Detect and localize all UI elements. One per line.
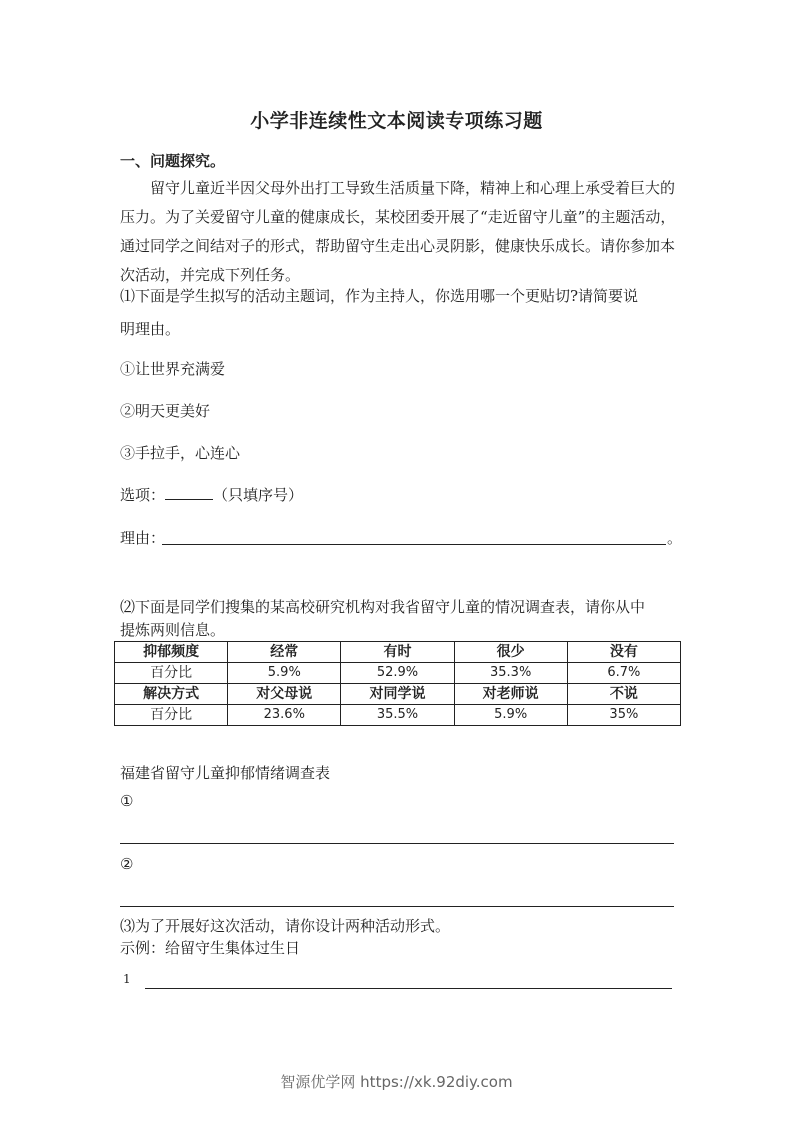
- reason-blank[interactable]: [162, 544, 666, 545]
- table-caption: 福建省留守儿童抑郁情绪调查表: [120, 764, 331, 782]
- footer-watermark: 智源优学网 https://xk.92diy.com: [280, 1073, 513, 1091]
- table-cell: 对同学说: [341, 684, 454, 705]
- answer-2-marker: ②: [120, 855, 134, 873]
- question-3-example: 示例：给留守生集体过生日: [120, 939, 301, 957]
- table-cell: 百分比: [115, 705, 228, 726]
- table-cell: 抑郁频度: [115, 642, 228, 663]
- table-cell: 5.9%: [454, 705, 567, 726]
- table-row: [115, 684, 681, 705]
- activity-1-blank[interactable]: [145, 988, 672, 989]
- answer-1-marker: ①: [120, 792, 134, 810]
- table-cell: 对老师说: [454, 684, 567, 705]
- table-cell: 不说: [567, 684, 680, 705]
- table-cell: 没有: [567, 642, 680, 663]
- table-row: [115, 663, 681, 684]
- choice-row: [120, 484, 303, 505]
- table-row: [115, 705, 681, 726]
- question-2-text-cont: 提炼两则信息。: [120, 621, 226, 639]
- answer-2-blank[interactable]: [120, 906, 674, 907]
- table-cell: 5.9%: [228, 663, 341, 684]
- table-cell: 百分比: [115, 663, 228, 684]
- intro-paragraph: 留守儿童近半因父母外出打工导致生活质量下降，精神上和心理上承受着巨大的压力。为了关爱留守儿童的健康成长，某校团委开展了“走近留守儿童”的主题活动，通过同学之间结对子的形式，帮助留守生走出心灵阴影，健康快乐成长。请你参加本次活动，并完成下列任务。: [120, 179, 676, 284]
- section-heading: 一、问题探究。: [120, 152, 226, 170]
- table-cell: 23.6%: [228, 705, 341, 726]
- option-2: ②明天更美好: [120, 402, 211, 420]
- question-1-text: ⑴下面是学生拟写的活动主题词，作为主持人，你选用哪一个更贴切?请简要说: [120, 287, 639, 305]
- choice-note: （只填序号）: [213, 486, 304, 504]
- table-cell: 35.5%: [341, 705, 454, 726]
- table-cell: 52.9%: [341, 663, 454, 684]
- survey-table: [114, 641, 681, 726]
- table-cell: 35.3%: [454, 663, 567, 684]
- question-1-text-cont: 明理由。: [120, 320, 181, 338]
- answer-1-blank[interactable]: [120, 843, 674, 844]
- activity-1-marker: 1: [123, 972, 131, 986]
- choice-label: 选项：: [120, 486, 166, 504]
- table-cell: 对父母说: [228, 684, 341, 705]
- page-title: 小学非连续性文本阅读专项练习题: [250, 110, 543, 132]
- choice-blank[interactable]: [165, 499, 213, 500]
- table-row: [115, 642, 681, 663]
- table-cell: 35%: [567, 705, 680, 726]
- table-cell: 很少: [454, 642, 567, 663]
- question-2-text: ⑵下面是同学们搜集的某高校研究机构对我省留守儿童的情况调查表，请你从中: [120, 598, 646, 616]
- table-cell: 6.7%: [567, 663, 680, 684]
- table-cell: 解决方式: [115, 684, 228, 705]
- option-1: ①让世界充满爱: [120, 360, 226, 378]
- option-3: ③手拉手，心连心: [120, 444, 241, 462]
- question-3-text: ⑶为了开展好这次活动，请你设计两种活动形式。: [120, 917, 451, 935]
- reason-end: 。: [667, 529, 683, 547]
- table-cell: 经常: [228, 642, 341, 663]
- reason-label: 理由：: [120, 529, 166, 547]
- table-cell: 有时: [341, 642, 454, 663]
